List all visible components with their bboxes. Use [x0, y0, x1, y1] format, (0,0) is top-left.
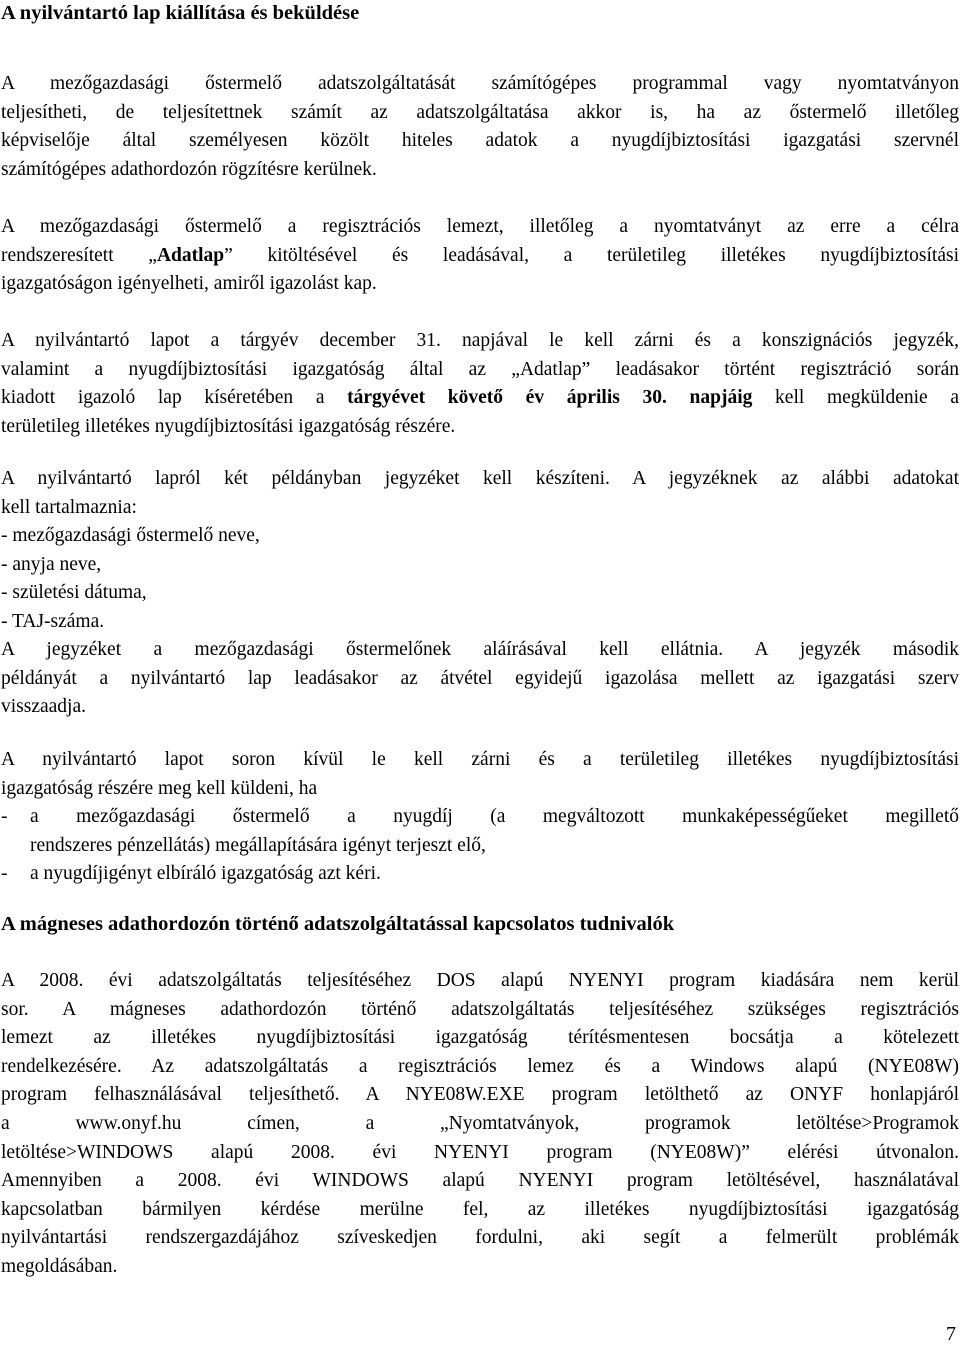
paragraph-adatszolgaltatas: [1, 70, 959, 184]
page-number: 7: [946, 1323, 956, 1345]
paragraph-jegyzek: [1, 465, 959, 522]
text-line: A nyilvántartó lapot soron kívül le kell zárni és a területileg illetékes nyugdíjbiztosítási: [1, 749, 959, 770]
section-heading-magneses-adathordozo: A mágneses adathordozón történő adatszolgáltatással kapcsolatos tudnivalók: [1, 913, 675, 935]
text-line: területileg illetékes nyugdíjbiztosítási igazgatóság részére.: [1, 415, 456, 437]
list-item: - anyja neve,: [1, 553, 102, 575]
text-line: rendszeres pénzellátás) megállapítására igényt terjeszt elő,: [30, 834, 486, 856]
text-line: letöltése>WINDOWS alapú 2008. évi NYENYI program (NYE08W)” elérési útvonalon.: [1, 1141, 959, 1163]
paragraph-regisztracios-lemez: [1, 213, 959, 299]
text-line: A mezőgazdasági őstermelő a regisztrációs lemezt, illetőleg a nyomtatványt az erre a célra: [1, 216, 959, 237]
text-line: [1, 242, 959, 271]
text-line: teljesítheti, de teljesítettnek számít az adatszolgáltatása akkor is, ha az őstermelő illetőleg: [1, 101, 959, 123]
text-line: [1, 384, 959, 413]
text-line: kapcsolatban bármilyen kérdése merülne fel, az illetékes nyugdíjbiztosítási igazgatóság: [1, 1198, 959, 1220]
text-line: A mezőgazdasági őstermelő adatszolgáltatását számítógépes programmal vagy nyomtatványon: [1, 73, 959, 94]
text-line: igazgatóságon igényelheti, amiről igazolást kap.: [1, 273, 377, 295]
text-fragment: [667, 387, 690, 408]
jegyzek-adatok-list: [1, 522, 959, 636]
bold-term-adatlap: Adatlap: [156, 244, 225, 266]
text-line: rendelkezésére. Az adatszolgáltatás a regisztrációs lemez és a Windows alapú (NYE08W): [1, 1055, 959, 1077]
list-item-text: [30, 803, 959, 860]
text-line: kell tartalmaznia:: [1, 496, 137, 518]
text-line: sor. A mágneses adathordozón történő adatszolgáltatás teljesítéséhez szükséges regisztrációs: [1, 998, 959, 1020]
text-line: A jegyzéket a mezőgazdasági őstermelőnek aláírásával kell ellátnia. A jegyzék második: [1, 639, 959, 660]
text-line: igazgatóság részére meg kell küldeni, ha: [1, 777, 318, 799]
list-item: - TAJ-száma.: [1, 610, 105, 632]
list-item: - születési dátuma,: [1, 582, 147, 604]
paragraph-soron-kivuli-lezaras: [1, 746, 959, 803]
list-dash: -: [1, 806, 8, 827]
paragraph-magneses-tudnivalok: [1, 967, 959, 1282]
text-line: lemezt az illetékes nyugdíjbiztosítási igazgatóság térítésmentesen bocsátja a kötelezett: [1, 1027, 959, 1049]
text-line: A nyilvántartó lapról két példányban jegyzéket kell készíteni. A jegyzéknek az alábbi adatokat: [1, 468, 959, 489]
text-fragment: kell megküldenie a: [752, 387, 959, 409]
text-line: megoldásában.: [1, 1255, 118, 1277]
text-line: A nyilvántartó lapot a tárgyév december 31. napjával le kell zárni és a konszignációs jegyzék,: [1, 330, 959, 351]
text-line: A 2008. évi adatszolgáltatás teljesítéséhez DOS alapú NYENYI program kiadására nem kerül: [1, 970, 959, 991]
paragraph-lezaras-hatarido: [1, 327, 959, 441]
text-line: példányát a nyilvántartó lap leadásakor az átvétel egyidejű igazolása mellett az igazgatási szerv: [1, 667, 959, 689]
lezaras-feltetelek-list: [1, 803, 959, 889]
bold-deadline: tárgyévet követő év április 30.: [347, 387, 667, 409]
bold-napjaig: napjáig: [689, 387, 753, 409]
text-fragment: rendszeresített „: [1, 244, 157, 266]
text-line: visszaadja.: [1, 696, 87, 718]
paragraph-alairas: [1, 636, 959, 722]
list-dash: -: [1, 863, 8, 885]
text-line: a mezőgazdasági őstermelő a nyugdíj (a megváltozott munkaképességűeket megillető: [30, 806, 959, 827]
text-fragment: kiadott igazoló lap kíséretében a: [1, 387, 348, 409]
text-line: program felhasználásával teljesíthető. A NYE08W.EXE program letölthető az ONYF honlapjáról: [1, 1084, 959, 1106]
list-item: [1, 803, 959, 860]
text-fragment: ” kitöltésével és leadásával, a területileg illetékes nyugdíjbiztosítási: [224, 244, 959, 266]
text-line: számítógépes adathordozón rögzítésre kerülnek.: [1, 158, 377, 180]
text-line: a www.onyf.hu címen, a „Nyomtatványok, programok letöltése>Programok: [1, 1112, 959, 1134]
list-item: [1, 860, 959, 889]
list-item: - mezőgazdasági őstermelő neve,: [1, 525, 260, 546]
list-item-text: [30, 860, 959, 889]
text-line: valamint a nyugdíjbiztosítási igazgatóság által az „Adatlap” leadásakor történt regisztráció során: [1, 358, 959, 380]
section-heading-nyilvantarto-lap: A nyilvántartó lap kiállítása és beküldése: [1, 2, 360, 24]
text-line: nyilvántartási rendszergazdájához szíveskedjen fordulni, aki segít a felmerült problémák: [1, 1227, 959, 1249]
text-line: képviselője által személyesen közölt hiteles adatok a nyugdíjbiztosítási igazgatási szervnél: [1, 130, 959, 152]
text-line: a nyugdíjigényt elbíráló igazgatóság azt kéri.: [30, 863, 381, 885]
text-line: Amennyiben a 2008. évi WINDOWS alapú NYENYI program letöltésével, használatával: [1, 1170, 959, 1192]
